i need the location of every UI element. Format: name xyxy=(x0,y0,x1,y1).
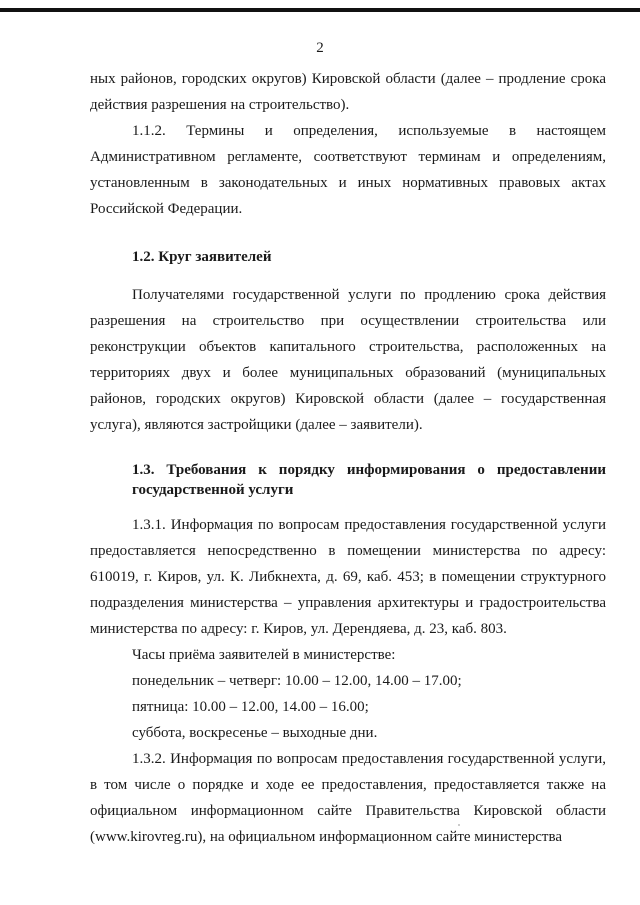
section-heading-1-2: 1.2. Круг заявителей xyxy=(132,249,272,265)
paragraph-1-3-2: 1.3.2. Информация по вопросам предоставления государственной услуги, в том числе о порядке и ходе ее предоставления, предоставляется также на официальном информационном сайте Правительства Кировской области (www.kirovreg.ru), на официальном информационном сайте министерства xyxy=(90,751,606,845)
page-number: 2 xyxy=(316,40,324,56)
paragraph-applicants: Получателями государственной услуги по продлению срока действия разрешения на строительство при осуществлении строительства или реконструкции объектов капитального строительства, расположенных на территориях двух и более муниципальных образований (муниципальных районов, городских округов) Кировской области (далее – государственная услуга), являются застройщики (далее – заявители). xyxy=(90,287,606,433)
scan-speck xyxy=(458,824,460,826)
reception-hours-fri: пятница: 10.00 – 12.00, 14.00 – 16.00; xyxy=(132,699,369,715)
paragraph-1-1-2: 1.1.2. Термины и определения, используемые в настоящем Административном регламенте, соответствуют терминам и определениям, установленным в законодательных и иных нормативных правовых актах Российской Федерации. xyxy=(90,123,606,217)
paragraph-1-3-1: 1.3.1. Информация по вопросам предоставления государственной услуги предоставляется непосредственно в помещении министерства по адресу: 610019, г. Киров, ул. К. Либкнехта, д. 69, каб. 453; в помещении структурного подразделения министерства – управления архитектуры и градостроительства министерства по адресу: г. Киров, ул. Дерендяева, д. 23, каб. 803. xyxy=(90,517,606,637)
reception-hours-weekend: суббота, воскресенье – выходные дни. xyxy=(132,725,378,741)
document-body xyxy=(90,66,606,850)
reception-hours-mon-thu: понедельник – четверг: 10.00 – 12.00, 14.00 – 17.00; xyxy=(132,673,462,689)
section-heading-1-3: 1.3. Требования к порядку информирования о предоставлении государственной услуги xyxy=(132,462,606,498)
paragraph-continuation: ных районов, городских округов) Кировской области (далее – продление срока действия разрешения на строительство). xyxy=(90,71,606,113)
reception-hours-title: Часы приёма заявителей в министерстве: xyxy=(132,647,396,663)
top-border-line xyxy=(0,8,640,12)
